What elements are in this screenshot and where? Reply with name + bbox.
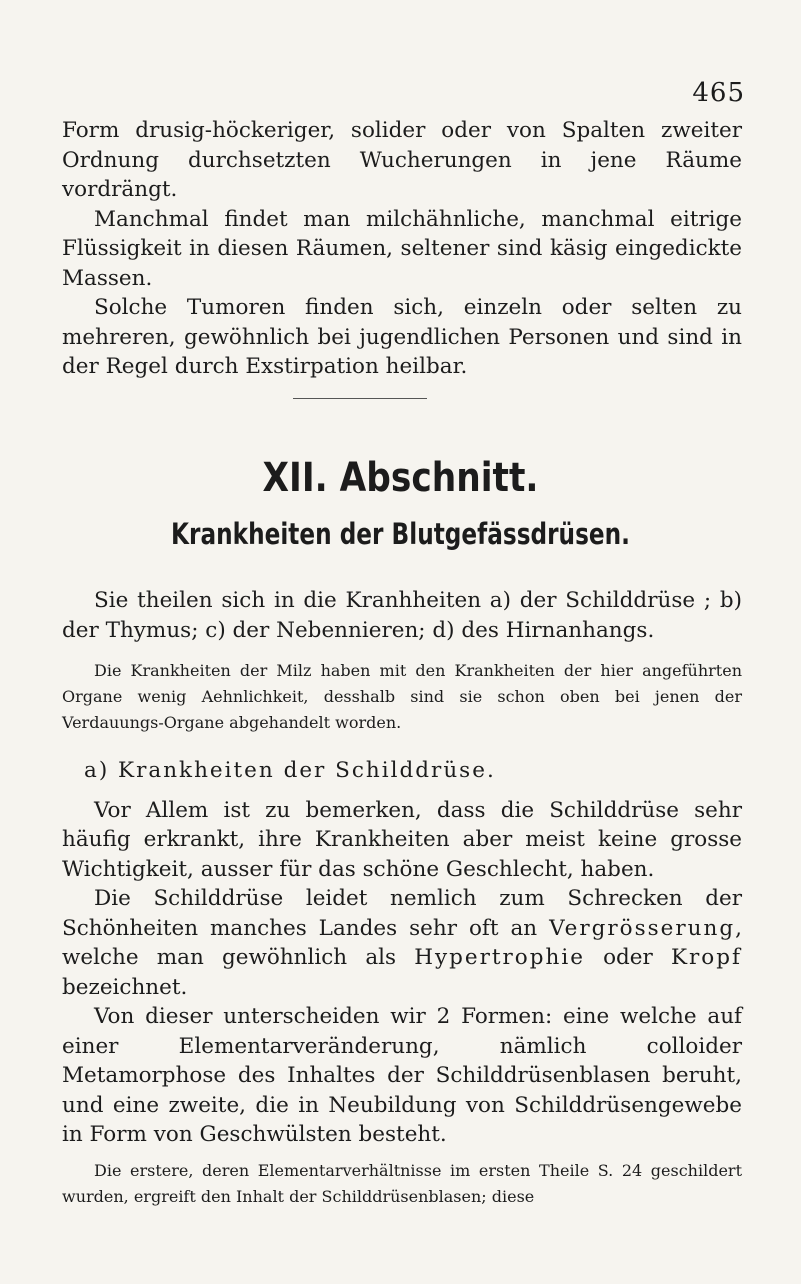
note-first-form: Die erstere, deren Elementarverhältnisse im ersten Theile S. 24 geschildert wurden, ergreift den Inhalt der Schilddrüsenblasen; diese (62, 1160, 742, 1206)
note-spleen: Die Krankheiten der Milz haben mit den Krankheiten der hier angeführten Organe wenig Aehnlichkeit, desshalb sind sie schon oben bei jenen der Verdauungs-Organe abgehandelt worden. (62, 661, 742, 732)
page-number: 465 (692, 78, 745, 108)
section-subtitle: Krankheiten der Blutgefässdrüsen. (171, 517, 630, 551)
section-divider (293, 398, 427, 399)
subsection-heading: a) Krankheiten der Schilddrüse. (84, 758, 496, 783)
term-hypertrophie: Hypertrophie (414, 945, 585, 970)
paragraph-thyroid-enlargement (62, 884, 742, 1002)
term-kropf: Kropf (670, 945, 742, 970)
text-segment: , welche man gewöhnlich als (62, 915, 742, 970)
paragraph-continuation: Form drusig-höckeriger, solider oder von Spalten zweiter Ordnung durchsetzten Wucherungen in jene Räume vordrängt. (62, 118, 742, 202)
text-segment: oder (584, 945, 671, 970)
paragraph-tumors: Solche Tumoren finden sich, einzeln oder selten zu mehreren, gewöhnlich bei jugendlichen Personen und sind in der Regel durch Exstirpation heilbar. (62, 295, 742, 379)
paragraph-thyroid-importance: Vor Allem ist zu bemerken, dass die Schilddrüse sehr häufig erkrankt, ihre Krankheiten aber meist keine grosse Wichtigkeit, ausser für das schöne Geschlecht, haben. (62, 797, 742, 882)
paragraph-two-forms: Von dieser unterscheiden wir 2 Formen: eine welche auf einer Elementarveränderung, nämlich colloider Metamorphose des Inhaltes der Schilddrüsenblasen beruht, und eine zweite, die in Neubildung von Schilddrüsengewebe in Form von Geschwülsten besteht. (62, 1004, 742, 1147)
section-body (62, 586, 742, 1210)
paragraph-fluids: Manchmal findet man milchähnliche, manchmal eitrige Flüssigkeit in diesen Räumen, seltener sind käsig eingedickte Massen. (62, 206, 742, 291)
section-title: XII. Abschnitt. (262, 455, 539, 501)
term-vergroesserung: Vergrösserung (549, 915, 736, 941)
top-text-block (62, 116, 742, 382)
intro-paragraph: Sie theilen sich in die Kranhheiten a) der Schilddrüse ; b) der Thymus; c) der Nebennieren; d) des Hirnanhangs. (62, 588, 742, 643)
text-segment: bezeichnet. (62, 974, 188, 1000)
text-segment: Die Schilddrüse leidet nemlich zum Schrecken der Schönheiten manches Landes sehr oft an (62, 886, 742, 941)
